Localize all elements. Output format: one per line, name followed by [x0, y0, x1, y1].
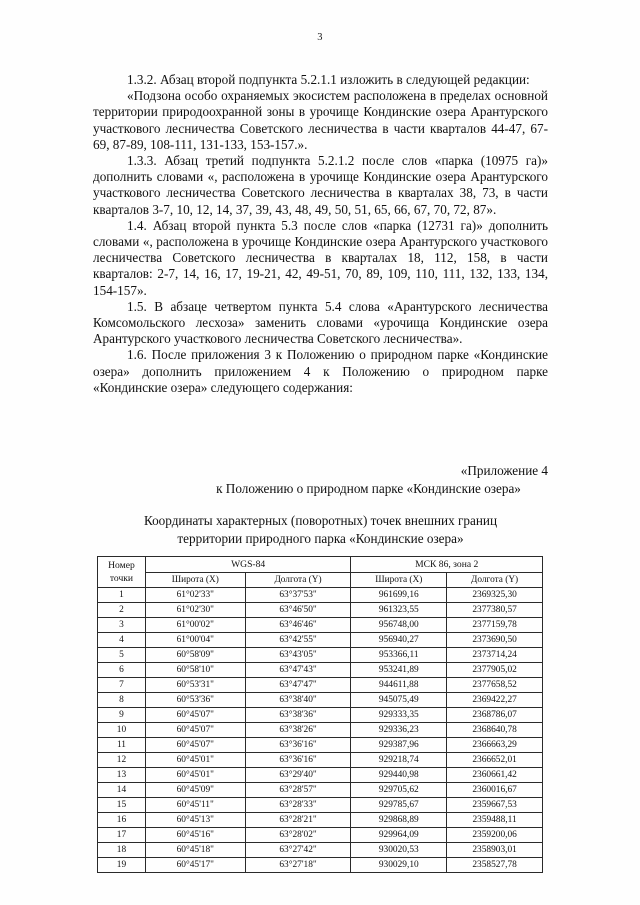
cell-msk-latitude: 956940,27 — [351, 633, 447, 648]
cell-wgs-latitude: 60°45'11" — [145, 798, 245, 813]
cell-msk-longitude: 2377159,78 — [447, 618, 543, 633]
table-title-line-1: Координаты характерных (поворотных) точек внешних границ — [143, 513, 498, 528]
column-header-point-number — [98, 557, 146, 588]
table-title-line-2: территории природного парка «Кондинские озера» — [177, 530, 464, 546]
cell-msk-longitude: 2359488,11 — [447, 813, 543, 828]
cell-point-number: 10 — [98, 723, 146, 738]
cell-msk-latitude: 929440,98 — [351, 768, 447, 783]
coordinates-table — [97, 556, 543, 873]
cell-wgs-latitude: 60°45'17" — [145, 858, 245, 873]
cell-wgs-longitude: 63°38'36" — [245, 708, 351, 723]
column-header-msk-latitude: Широта (X) — [351, 573, 447, 588]
column-header-wgs-latitude: Широта (X) — [145, 573, 245, 588]
paragraph-1-6: 1.6. После приложения 3 к Положению о природном парке «Кондинские озера» дополнить приложением 4 к Положению о природном парке «Кондинские озера» следующего содержания: — [93, 347, 548, 395]
cell-point-number: 1 — [98, 588, 146, 603]
cell-msk-longitude: 2369325,30 — [447, 588, 543, 603]
table-row — [98, 768, 543, 783]
column-header-wgs-longitude: Долгота (Y) — [245, 573, 351, 588]
point-number-line-2: точки — [109, 573, 134, 584]
cell-wgs-latitude: 60°45'13" — [145, 813, 245, 828]
cell-msk-longitude: 2359200,06 — [447, 828, 543, 843]
cell-msk-longitude: 2366652,01 — [447, 753, 543, 768]
cell-msk-latitude: 929387,96 — [351, 738, 447, 753]
table-row — [98, 693, 543, 708]
cell-msk-longitude: 2358903,01 — [447, 843, 543, 858]
cell-wgs-latitude: 61°02'33" — [145, 588, 245, 603]
cell-msk-latitude: 953366,11 — [351, 648, 447, 663]
paragraph-1-5: 1.5. В абзаце четвертом пункта 5.4 слова «Арантурского лесничества Комсомольского лесхоза» заменить словами «урочища Кондинские озера Арантурского участкового лесничества Советского лесничества». — [93, 298, 548, 347]
cell-msk-latitude: 929333,35 — [351, 708, 447, 723]
cell-wgs-longitude: 63°38'26" — [245, 723, 351, 738]
table-row — [98, 783, 543, 798]
cell-wgs-latitude: 60°45'07" — [145, 738, 245, 753]
cell-msk-longitude: 2366663,29 — [447, 738, 543, 753]
cell-msk-longitude: 2369422,27 — [447, 693, 543, 708]
cell-point-number: 19 — [98, 858, 146, 873]
cell-wgs-longitude: 63°43'05" — [245, 648, 351, 663]
cell-wgs-longitude: 63°38'40" — [245, 693, 351, 708]
cell-point-number: 17 — [98, 828, 146, 843]
cell-wgs-longitude: 63°28'57" — [245, 783, 351, 798]
cell-msk-latitude: 953241,89 — [351, 663, 447, 678]
paragraph-1-3-2: 1.3.2. Абзац второй подпункта 5.2.1.1 изложить в следующей редакции: — [127, 72, 530, 87]
cell-wgs-longitude: 63°29'40" — [245, 768, 351, 783]
cell-point-number: 16 — [98, 813, 146, 828]
cell-wgs-longitude: 63°46'46" — [245, 618, 351, 633]
table-row — [98, 738, 543, 753]
cell-wgs-longitude: 63°47'47" — [245, 678, 351, 693]
cell-wgs-longitude: 63°27'42" — [245, 843, 351, 858]
cell-wgs-latitude: 61°00'02" — [145, 618, 245, 633]
cell-wgs-latitude: 60°45'18" — [145, 843, 245, 858]
cell-msk-latitude: 945075,49 — [351, 693, 447, 708]
cell-msk-longitude: 2377905,02 — [447, 663, 543, 678]
cell-msk-latitude: 929705,62 — [351, 783, 447, 798]
cell-wgs-latitude: 60°58'09" — [145, 648, 245, 663]
page-number: 3 — [317, 32, 323, 43]
cell-msk-longitude: 2368640,78 — [447, 723, 543, 738]
cell-msk-latitude: 929868,89 — [351, 813, 447, 828]
table-header-row-subcolumns — [98, 573, 543, 588]
cell-point-number: 4 — [98, 633, 146, 648]
cell-point-number: 9 — [98, 708, 146, 723]
column-header-msk-longitude: Долгота (Y) — [447, 573, 543, 588]
cell-wgs-latitude: 60°45'07" — [145, 708, 245, 723]
cell-point-number: 3 — [98, 618, 146, 633]
cell-wgs-latitude: 60°53'31" — [145, 678, 245, 693]
appendix-heading — [93, 462, 548, 497]
point-number-line-1: Номер — [108, 560, 135, 571]
table-title — [93, 512, 548, 547]
cell-point-number: 14 — [98, 783, 146, 798]
cell-wgs-latitude: 60°58'10" — [145, 663, 245, 678]
table-row — [98, 843, 543, 858]
cell-wgs-longitude: 63°28'33" — [245, 798, 351, 813]
cell-wgs-latitude: 60°53'36" — [145, 693, 245, 708]
appendix-reference: к Положению о природном парке «Кондинские озера» — [216, 480, 521, 496]
cell-msk-latitude: 930020,53 — [351, 843, 447, 858]
cell-point-number: 8 — [98, 693, 146, 708]
cell-wgs-longitude: 63°27'18" — [245, 858, 351, 873]
column-group-msk86: МСК 86, зона 2 — [351, 557, 543, 573]
cell-msk-longitude: 2373690,50 — [447, 633, 543, 648]
cell-msk-latitude: 961323,55 — [351, 603, 447, 618]
cell-msk-longitude: 2368786,07 — [447, 708, 543, 723]
cell-wgs-latitude: 60°45'16" — [145, 828, 245, 843]
table-row — [98, 753, 543, 768]
table-header — [98, 557, 543, 588]
table-row — [98, 858, 543, 873]
cell-msk-longitude: 2360661,42 — [447, 768, 543, 783]
cell-wgs-longitude: 63°36'16" — [245, 738, 351, 753]
cell-msk-longitude: 2373714,24 — [447, 648, 543, 663]
cell-wgs-latitude: 60°45'07" — [145, 723, 245, 738]
cell-point-number: 2 — [98, 603, 146, 618]
column-group-wgs84: WGS-84 — [145, 557, 350, 573]
table-row — [98, 708, 543, 723]
table-row — [98, 633, 543, 648]
table-row — [98, 663, 543, 678]
paragraph-1-3-3: 1.3.3. Абзац третий подпункта 5.2.1.2 после слов «парка (10975 га)» дополнить словами «, расположена в урочище Кондинские озера Арантурского участкового лесничества Советского лесничества в кварталах 38, 73, в части кварталов 3-7, 10, 12, 14, 37, 39, 43, 48, 49, 50, 51, 65, 66, 67, 70, 72, 87». — [93, 153, 548, 217]
cell-wgs-longitude: 63°47'43" — [245, 663, 351, 678]
cell-wgs-latitude: 60°45'01" — [145, 768, 245, 783]
table-body — [98, 588, 543, 873]
paragraph-quote-5-2-1-1: «Подзона особо охраняемых экосистем расположена в пределах основной территории природоохранной зоны в урочище Кондинские озера Арантурского участкового лесничества Советского лесничества в части кварталов 44-47, 67-69, 87-89, 108-111, 131-133, 153-157.». — [93, 88, 548, 152]
cell-msk-longitude: 2377658,52 — [447, 678, 543, 693]
table-row — [98, 603, 543, 618]
cell-msk-longitude: 2377380,57 — [447, 603, 543, 618]
document-body — [93, 72, 548, 396]
cell-msk-longitude: 2360016,67 — [447, 783, 543, 798]
cell-msk-latitude: 929964,09 — [351, 828, 447, 843]
table-row — [98, 828, 543, 843]
cell-msk-latitude: 961699,16 — [351, 588, 447, 603]
table-row — [98, 648, 543, 663]
cell-wgs-longitude: 63°42'55" — [245, 633, 351, 648]
table-header-row-groups — [98, 557, 543, 573]
cell-msk-longitude: 2359667,53 — [447, 798, 543, 813]
cell-msk-latitude: 929785,67 — [351, 798, 447, 813]
cell-msk-latitude: 929218,74 — [351, 753, 447, 768]
cell-point-number: 7 — [98, 678, 146, 693]
cell-point-number: 12 — [98, 753, 146, 768]
table-row — [98, 798, 543, 813]
paragraph-1-4: 1.4. Абзац второй пункта 5.3 после слов «парка (12731 га)» дополнить словами «, расположена в урочище Кондинские озера Арантурского участкового лесничества Советского лесничества в кварталах 18, 112, 158, в части кварталов: 2-7, 14, 16, 17, 19-21, 42, 49-51, 70, 89, 109, 110, 111, 132, 133, 134, 154-157». — [93, 217, 548, 298]
table-row — [98, 588, 543, 603]
cell-point-number: 13 — [98, 768, 146, 783]
cell-msk-latitude: 930029,10 — [351, 858, 447, 873]
cell-wgs-latitude: 60°45'01" — [145, 753, 245, 768]
appendix-number: «Приложение 4 — [460, 463, 548, 478]
cell-wgs-longitude: 63°36'16" — [245, 753, 351, 768]
table-row — [98, 723, 543, 738]
cell-wgs-latitude: 60°45'09" — [145, 783, 245, 798]
cell-wgs-longitude: 63°28'02" — [245, 828, 351, 843]
cell-wgs-longitude: 63°28'21" — [245, 813, 351, 828]
cell-wgs-latitude: 61°02'30" — [145, 603, 245, 618]
cell-point-number: 5 — [98, 648, 146, 663]
cell-point-number: 11 — [98, 738, 146, 753]
cell-wgs-longitude: 63°37'53" — [245, 588, 351, 603]
cell-msk-longitude: 2358527,78 — [447, 858, 543, 873]
cell-msk-latitude: 929336,23 — [351, 723, 447, 738]
table-row — [98, 618, 543, 633]
cell-msk-latitude: 944611,88 — [351, 678, 447, 693]
cell-wgs-longitude: 63°46'50" — [245, 603, 351, 618]
cell-wgs-latitude: 61°00'04" — [145, 633, 245, 648]
table-row — [98, 813, 543, 828]
cell-point-number: 6 — [98, 663, 146, 678]
cell-point-number: 15 — [98, 798, 146, 813]
cell-point-number: 18 — [98, 843, 146, 858]
table-row — [98, 678, 543, 693]
cell-msk-latitude: 956748,00 — [351, 618, 447, 633]
